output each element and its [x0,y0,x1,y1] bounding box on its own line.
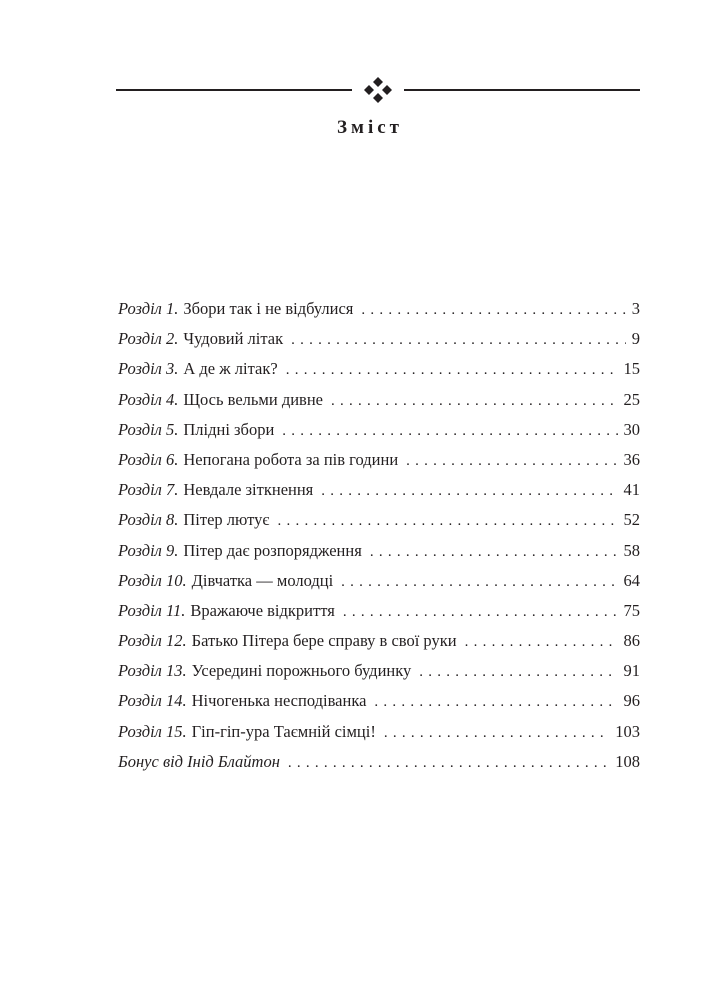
chapter-label: Розділ 8. [118,510,179,530]
header-ornament [116,76,640,104]
diamond-cluster-icon [362,76,394,104]
dot-leader [291,325,626,355]
toc-entry-7[interactable] [118,475,640,505]
dot-leader [288,748,609,778]
page-number: 9 [631,329,640,349]
chapter-title: Батько Пітера бере справу в свої руки [191,631,457,651]
chapter-label: Розділ 15. [118,721,187,741]
chapter-title: Гіп-гіп-ура Таємній сімці! [191,721,376,741]
page-number: 91 [623,661,640,681]
chapter-title: Невдале зіткнення [183,480,314,500]
toc-entry-14[interactable] [118,686,640,716]
page-number: 64 [623,570,640,590]
toc-entry-2[interactable] [118,324,640,354]
chapter-label: Розділ 13. [118,661,187,681]
dot-leader [331,386,618,416]
page-number: 103 [615,721,640,741]
toc-entry-9[interactable] [118,536,640,566]
chapter-label: Розділ 7. [118,480,179,500]
page-number: 36 [623,449,640,469]
page-number: 58 [623,540,640,560]
chapter-title: Вражаюче відкриття [190,600,335,620]
toc-entry-6[interactable] [118,445,640,475]
toc-entry-12[interactable] [118,626,640,656]
chapter-label: Розділ 5. [118,419,179,439]
page-number: 25 [623,389,640,409]
toc-entry-15[interactable] [118,717,640,747]
page-number: 3 [631,299,640,318]
toc-entry-11[interactable] [118,596,640,626]
chapter-title: Усередині порожнього будинку [191,661,412,681]
chapter-title: Щось вельми дивне [183,389,323,409]
chapter-title: Нічогенька несподіванка [191,691,367,711]
dot-leader [277,506,617,536]
page-number: 41 [623,480,640,500]
page-number: 86 [623,631,640,651]
toc-entry-13[interactable] [118,656,640,686]
chapter-label: Розділ 2. [118,329,179,349]
dot-leader [321,476,617,506]
dot-leader [384,718,609,748]
chapter-title: Дівчатка — молодці [191,570,334,590]
chapter-label: Розділ 3. [118,359,179,379]
dot-leader [374,687,617,717]
ornament-rule-left [116,89,352,91]
dot-leader [343,597,618,627]
chapter-title: Непогана робота за пів години [183,449,399,469]
dot-leader [341,567,617,597]
dot-leader [419,657,617,687]
dot-leader [361,295,625,325]
toc-entry-5[interactable] [118,415,640,445]
dot-leader [406,446,617,476]
chapter-title: Збори так і не відбулися [183,299,354,318]
chapter-label: Розділ 9. [118,540,179,560]
ornament-rule-right [404,89,640,91]
dot-leader [370,537,618,567]
bonus-title: Бонус від Інід Блайтон [118,751,280,771]
page-number: 96 [623,691,640,711]
toc-entry-3[interactable] [118,354,640,384]
dot-leader [286,355,618,385]
table-of-contents [118,294,640,777]
page-number: 108 [615,751,640,771]
chapter-label: Розділ 4. [118,389,179,409]
toc-entry-8[interactable] [118,505,640,535]
chapter-title: Чудовий літак [183,329,284,349]
toc-entry-bonus[interactable] [118,747,640,777]
chapter-label: Розділ 1. [118,299,179,318]
chapter-label: Розділ 11. [118,600,186,620]
chapter-label: Розділ 12. [118,631,187,651]
chapter-title: Пітер дає розпорядження [183,540,362,560]
dot-leader [282,416,617,446]
toc-entry-4[interactable] [118,385,640,415]
chapter-title: Пітер лютує [183,510,270,530]
chapter-title: Плідні збори [183,419,275,439]
page-number: 52 [623,510,640,530]
toc-entry-10[interactable] [118,566,640,596]
page-number: 75 [623,600,640,620]
chapter-title: А де ж літак? [183,359,278,379]
page-title: Зміст [336,117,403,138]
chapter-label: Розділ 14. [118,691,187,711]
page-number: 30 [623,419,640,439]
chapter-label: Розділ 6. [118,449,179,469]
page-number: 15 [623,359,640,379]
chapter-label: Розділ 10. [118,570,187,590]
toc-entry-1[interactable] [118,294,640,324]
dot-leader [465,627,618,657]
